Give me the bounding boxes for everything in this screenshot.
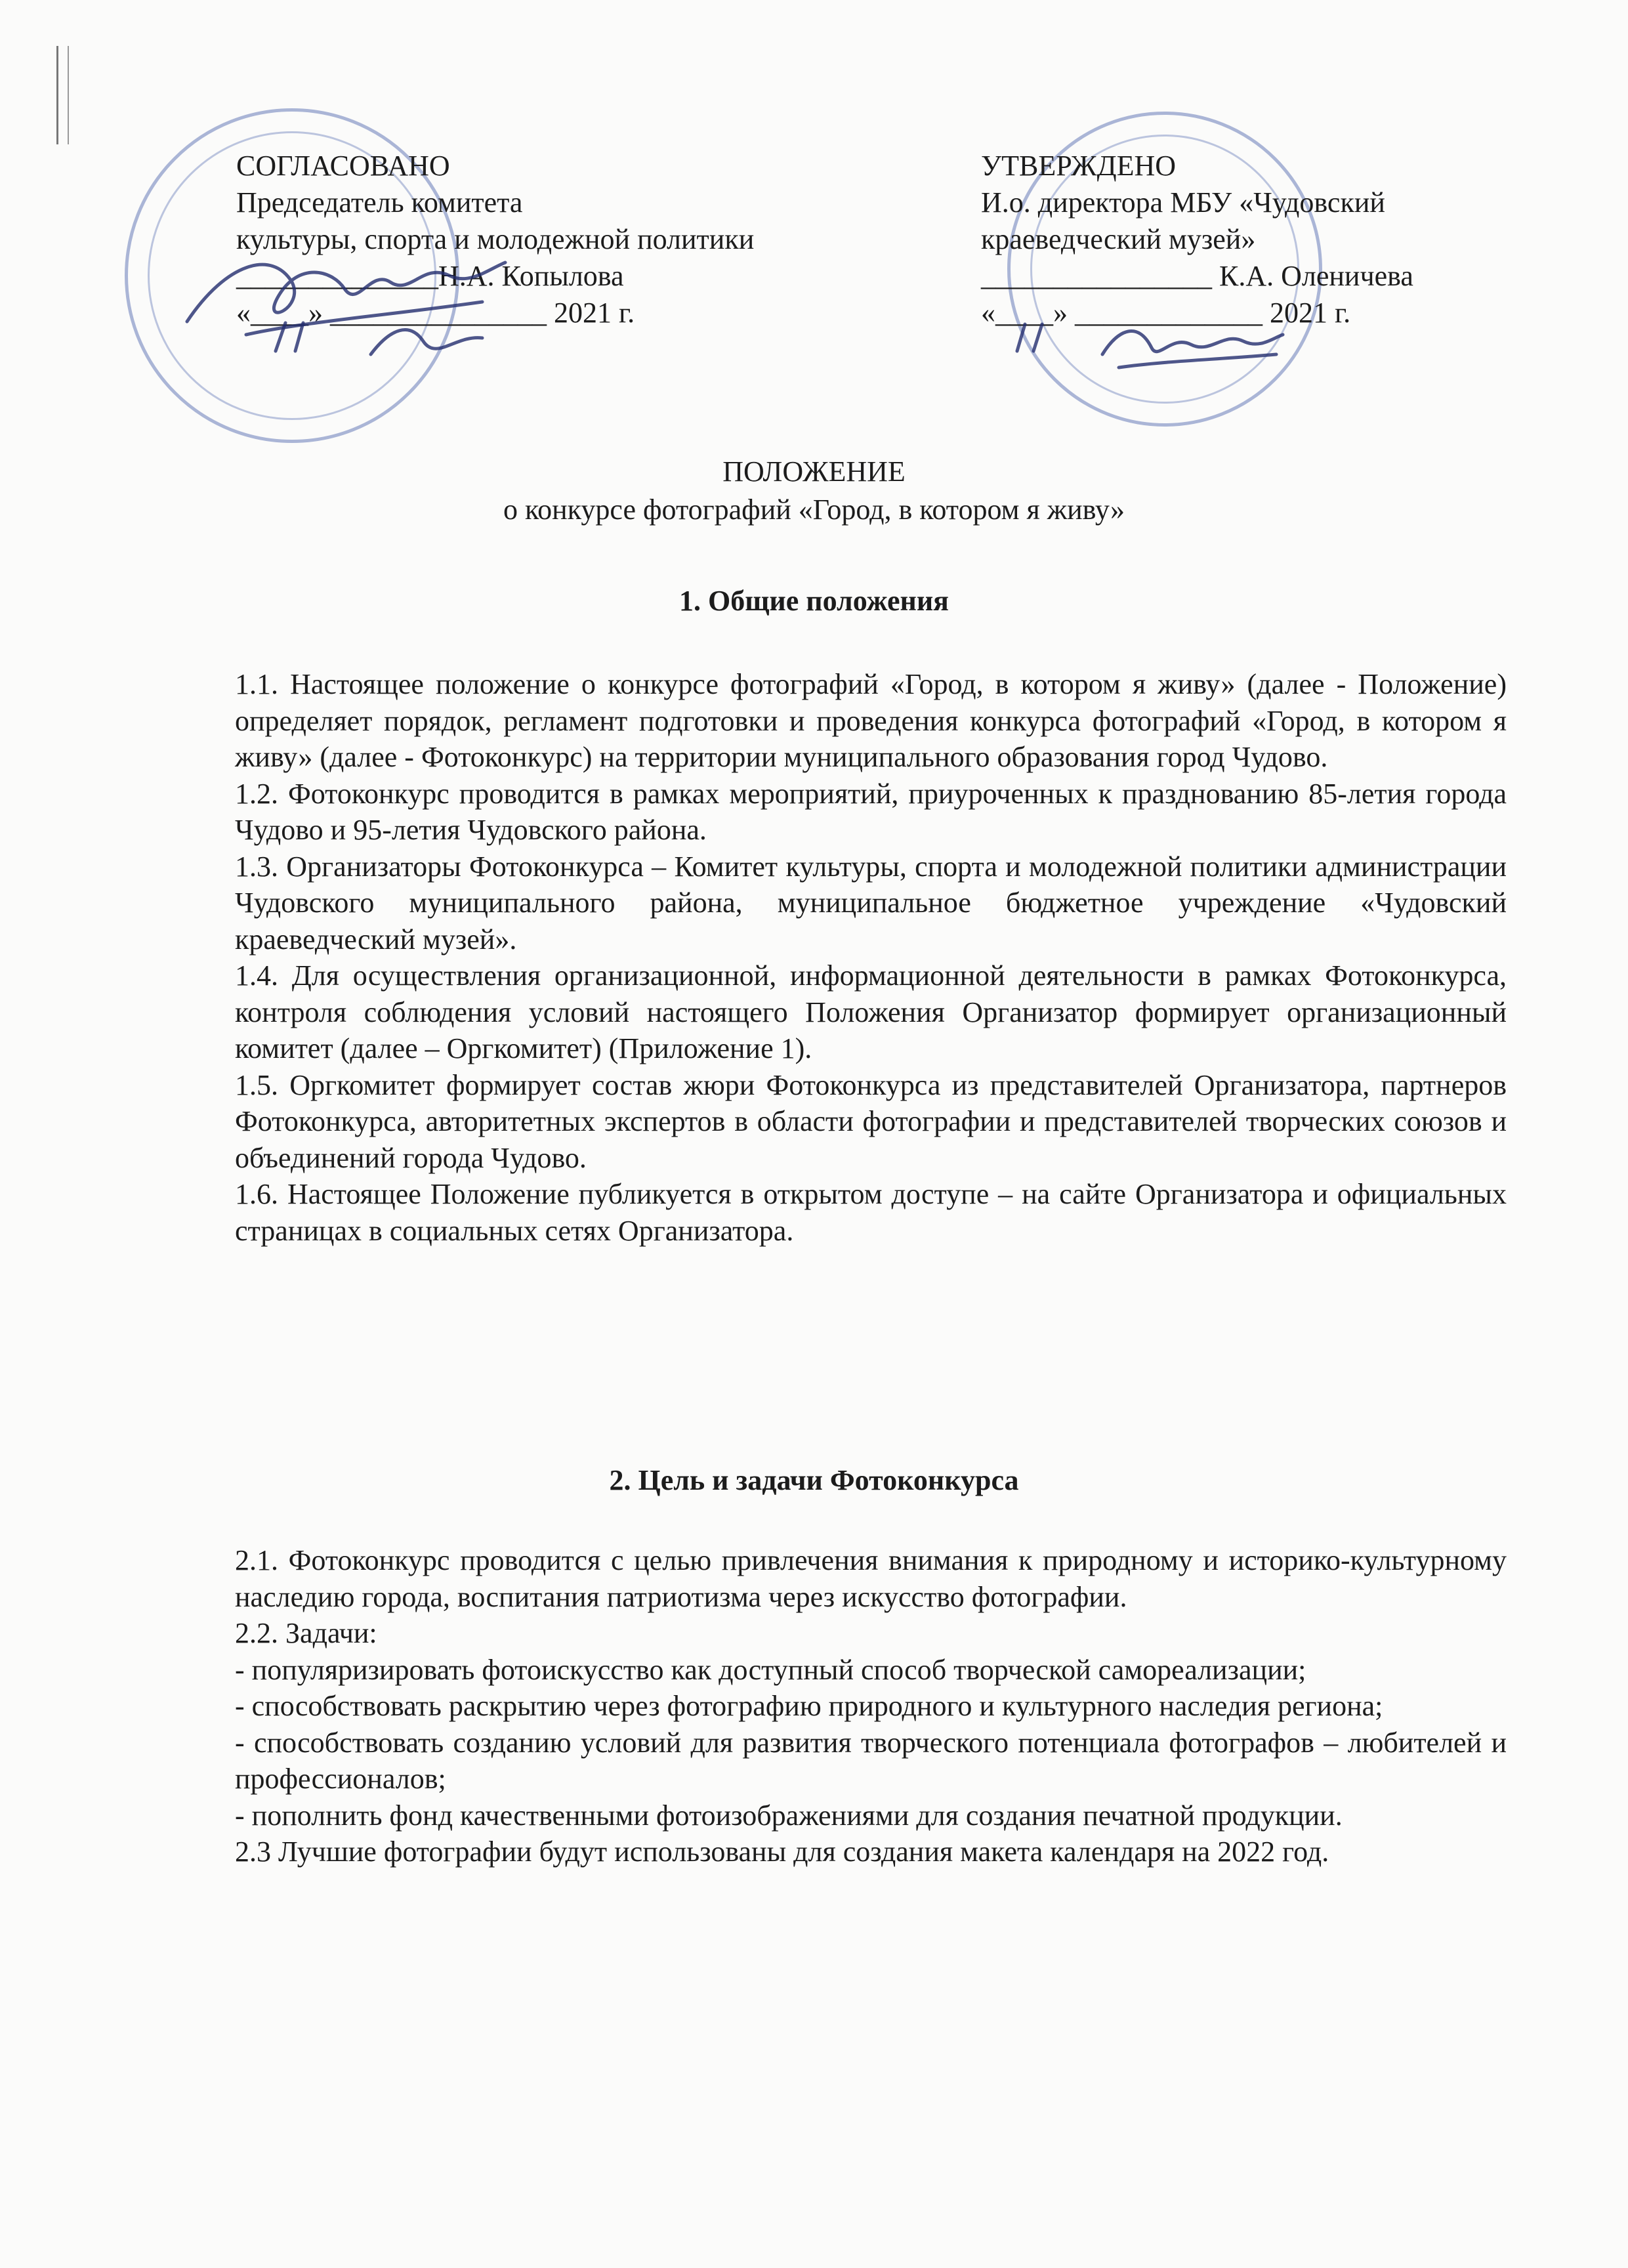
document-subtitle: о конкурсе фотографий «Город, в котором я живу» [503, 494, 1125, 526]
agreed-position-line1: Председатель комитета [236, 186, 523, 219]
clause-1-4: 1.4. Для осуществления организационной, информационной деятельности в рамках Фотоконкурса, контроля соблюдения условий настоящего Положения Организатор формирует организационный комитет (далее – Оргкомитет) (Приложение 1). [235, 959, 1507, 1064]
section-1-body [235, 666, 1507, 1249]
agreed-position-line2: культуры, спорта и молодежной политики [236, 223, 755, 255]
signature-left [174, 223, 515, 374]
clause-1-1: 1.1. Настоящее положение о конкурсе фотографий «Город, в котором я живу» (далее - Положение) определяет порядок, регламент подготовки и проведения конкурса фотографий «Город, в котором я живу» (далее - Фотоконкурс) на территории муниципального образования город Чудово. [235, 668, 1507, 773]
document-title-block [0, 453, 1628, 529]
approved-position-line2: краеведческий музей» [981, 223, 1256, 255]
approved-heading: УТВЕРЖДЕНО [981, 150, 1177, 182]
approval-approved-block [981, 148, 1493, 331]
approved-position-line1: И.о. директора МБУ «Чудовский [981, 186, 1385, 219]
signature-right [1093, 308, 1289, 381]
clause-2-3: 2.3 Лучшие фотографии будут использованы для создания макета календаря на 2022 год. [235, 1836, 1329, 1868]
agreed-date-line: «____» _______________ 2021 г. [236, 297, 635, 329]
date-day-handwriting-left [262, 315, 322, 361]
agreed-heading: СОГЛАСОВАНО [236, 150, 450, 182]
task-item: - способствовать раскрытию через фотографию природного и культурного наследия региона; [235, 1690, 1383, 1722]
date-day-handwriting-right [1004, 315, 1063, 361]
task-item: - способствовать созданию условий для развития творческого потенциала фотографов – любителей и профессионалов; [235, 1726, 1507, 1795]
task-item: - пополнить фонд качественными фотоизображениями для создания печатной продукции. [235, 1799, 1343, 1832]
clause-1-3: 1.3. Организаторы Фотоконкурса – Комитет культуры, спорта и молодежной политики администрации Чудовского муниципального района, муниципальное бюджетное учреждение «Чудовский краеведческий музей». [235, 850, 1507, 956]
clause-2-2: 2.2. Задачи: [235, 1617, 377, 1649]
section-2-body [235, 1542, 1507, 1870]
approved-date-line: «____» _____________ 2021 г. [981, 297, 1351, 329]
section-2-heading: 2. Цель и задачи Фотоконкурса [609, 1464, 1019, 1496]
document-title: ПОЛОЖЕНИЕ [722, 455, 906, 488]
task-item: - популяризировать фотоискусство как доступный способ творческой самореализации; [235, 1653, 1306, 1686]
agreed-signature-line: ______________Н.А. Копылова [236, 260, 624, 292]
clause-1-5: 1.5. Оргкомитет формирует состав жюри Фотоконкурса из представителей Организатора, партнеров Фотоконкурса, авторитетных экспертов в области фотографии и представителей творческих союзов и объединений города Чудово. [235, 1068, 1507, 1174]
section-1-heading: 1. Общие положения [679, 585, 949, 617]
clause-1-6: 1.6. Настоящее Положение публикуется в открытом доступе – на сайте Организатора и официальных страницах в социальных сетях Организатора. [235, 1178, 1507, 1247]
clause-1-2: 1.2. Фотоконкурс проводится в рамках мероприятий, приуроченных к празднованию 85-летия города Чудово и 95-летия Чудовского района. [235, 777, 1507, 846]
approved-signature-line: ________________ К.А. Оленичева [981, 260, 1413, 292]
clause-2-1: 2.1. Фотоконкурс проводится с целью привлечения внимания к природному и историко-культурному наследию города, воспитания патриотизма через искусство фотографии. [235, 1544, 1507, 1613]
binder-hole-mark [56, 46, 69, 144]
